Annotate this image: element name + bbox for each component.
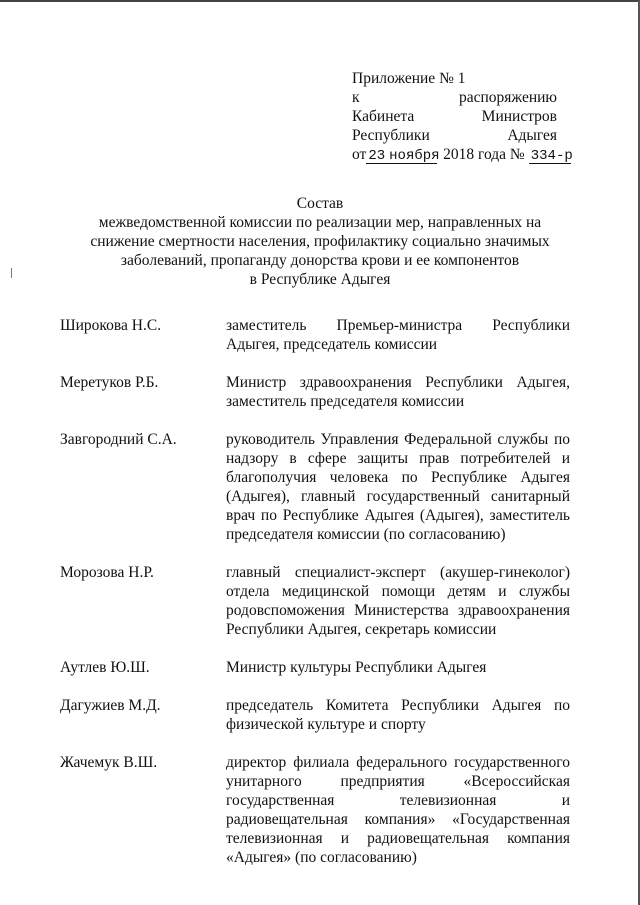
member-name: Жачемук В.Ш. — [60, 754, 158, 771]
member-role: главный специалист-эксперт (акушер-гинеколог) отдела медицинской помощи детям и службы родовспоможения Министерства здравоохранения Республики Адыгея, секретарь комиссии — [226, 564, 570, 638]
appendix-line-3-left: Кабинета — [352, 108, 415, 125]
appendix-line-2 — [352, 88, 557, 107]
title-line-2: межведомственной комиссии по реализации мер, направленных на — [98, 214, 542, 231]
member-name: Широкова Н.С. — [60, 317, 162, 334]
date-month: ноября — [389, 148, 440, 164]
member-role: директор филиала федерального государственного унитарного предприятия «Всероссийская государственная телевизионная и радиовещательная компания» «Государственная телевизионная и радиовещательная компания «Адыгея» (по согласованию) — [226, 754, 570, 866]
title-line-1: Состав — [296, 195, 344, 212]
members-list — [60, 316, 570, 886]
member-name: Завгородний С.А. — [60, 431, 177, 448]
appendix-line-1 — [352, 69, 557, 88]
appendix-line-4 — [352, 126, 557, 145]
member-row — [60, 316, 570, 354]
member-name: Аутлев Ю.Ш. — [60, 659, 150, 676]
appendix-line-3 — [352, 107, 557, 126]
title-line-3: снижение смертности населения, профилактику социально значимых — [90, 233, 550, 250]
appendix-header — [352, 69, 573, 164]
appendix-line-3-right: Министров — [481, 108, 557, 125]
member-role: руководитель Управления Федеральной службы по надзору в сфере защиты прав потребителей и благополучия человека по Республике Адыгея (Адыгея), главный государственный санитарный врач по Республике Адыгея (Адыгея), заместитель председателя комиссии (по согласованию) — [226, 431, 570, 543]
member-row — [60, 696, 570, 734]
appendix-label: Приложение № 1 — [352, 70, 466, 87]
scan-margin-mark — [11, 268, 12, 278]
member-role: Министр здравоохранения Республики Адыгея, заместитель председателя комиссии — [226, 374, 570, 410]
member-role: председатель Комитета Республики Адыгея по физической культуре и спорту — [226, 697, 570, 733]
appendix-date-line — [352, 145, 573, 164]
member-role: Министр культуры Республики Адыгея — [226, 659, 487, 676]
member-role: заместитель Премьер-министра Республики Адыгея, председатель комиссии — [226, 317, 570, 353]
appendix-line-4-left: Республики — [352, 127, 430, 144]
date-day: 23 — [368, 148, 386, 164]
document-title — [60, 194, 580, 289]
member-name: Морозова Н.Р. — [60, 564, 154, 581]
appendix-line-2-right: распоряжению — [459, 89, 557, 106]
title-line-4: заболеваний, пропаганду донорства крови и ее компонентов — [120, 252, 520, 269]
member-row — [60, 753, 570, 867]
member-row — [60, 373, 570, 411]
appendix-line-4-right: Адыгея — [507, 127, 557, 144]
date-year: 2018 года № — [443, 146, 525, 163]
doc-number: 334-р — [530, 148, 573, 164]
date-prefix: от — [352, 146, 367, 163]
member-row — [60, 563, 570, 639]
title-line-5: в Республике Адыгея — [249, 271, 391, 288]
member-name: Дагужиев М.Д. — [60, 697, 161, 714]
member-row — [60, 658, 570, 677]
scan-border-top — [0, 0, 640, 2]
appendix-line-2-left: к — [352, 89, 360, 106]
member-name: Меретуков Р.Б. — [60, 374, 159, 391]
member-row — [60, 430, 570, 544]
